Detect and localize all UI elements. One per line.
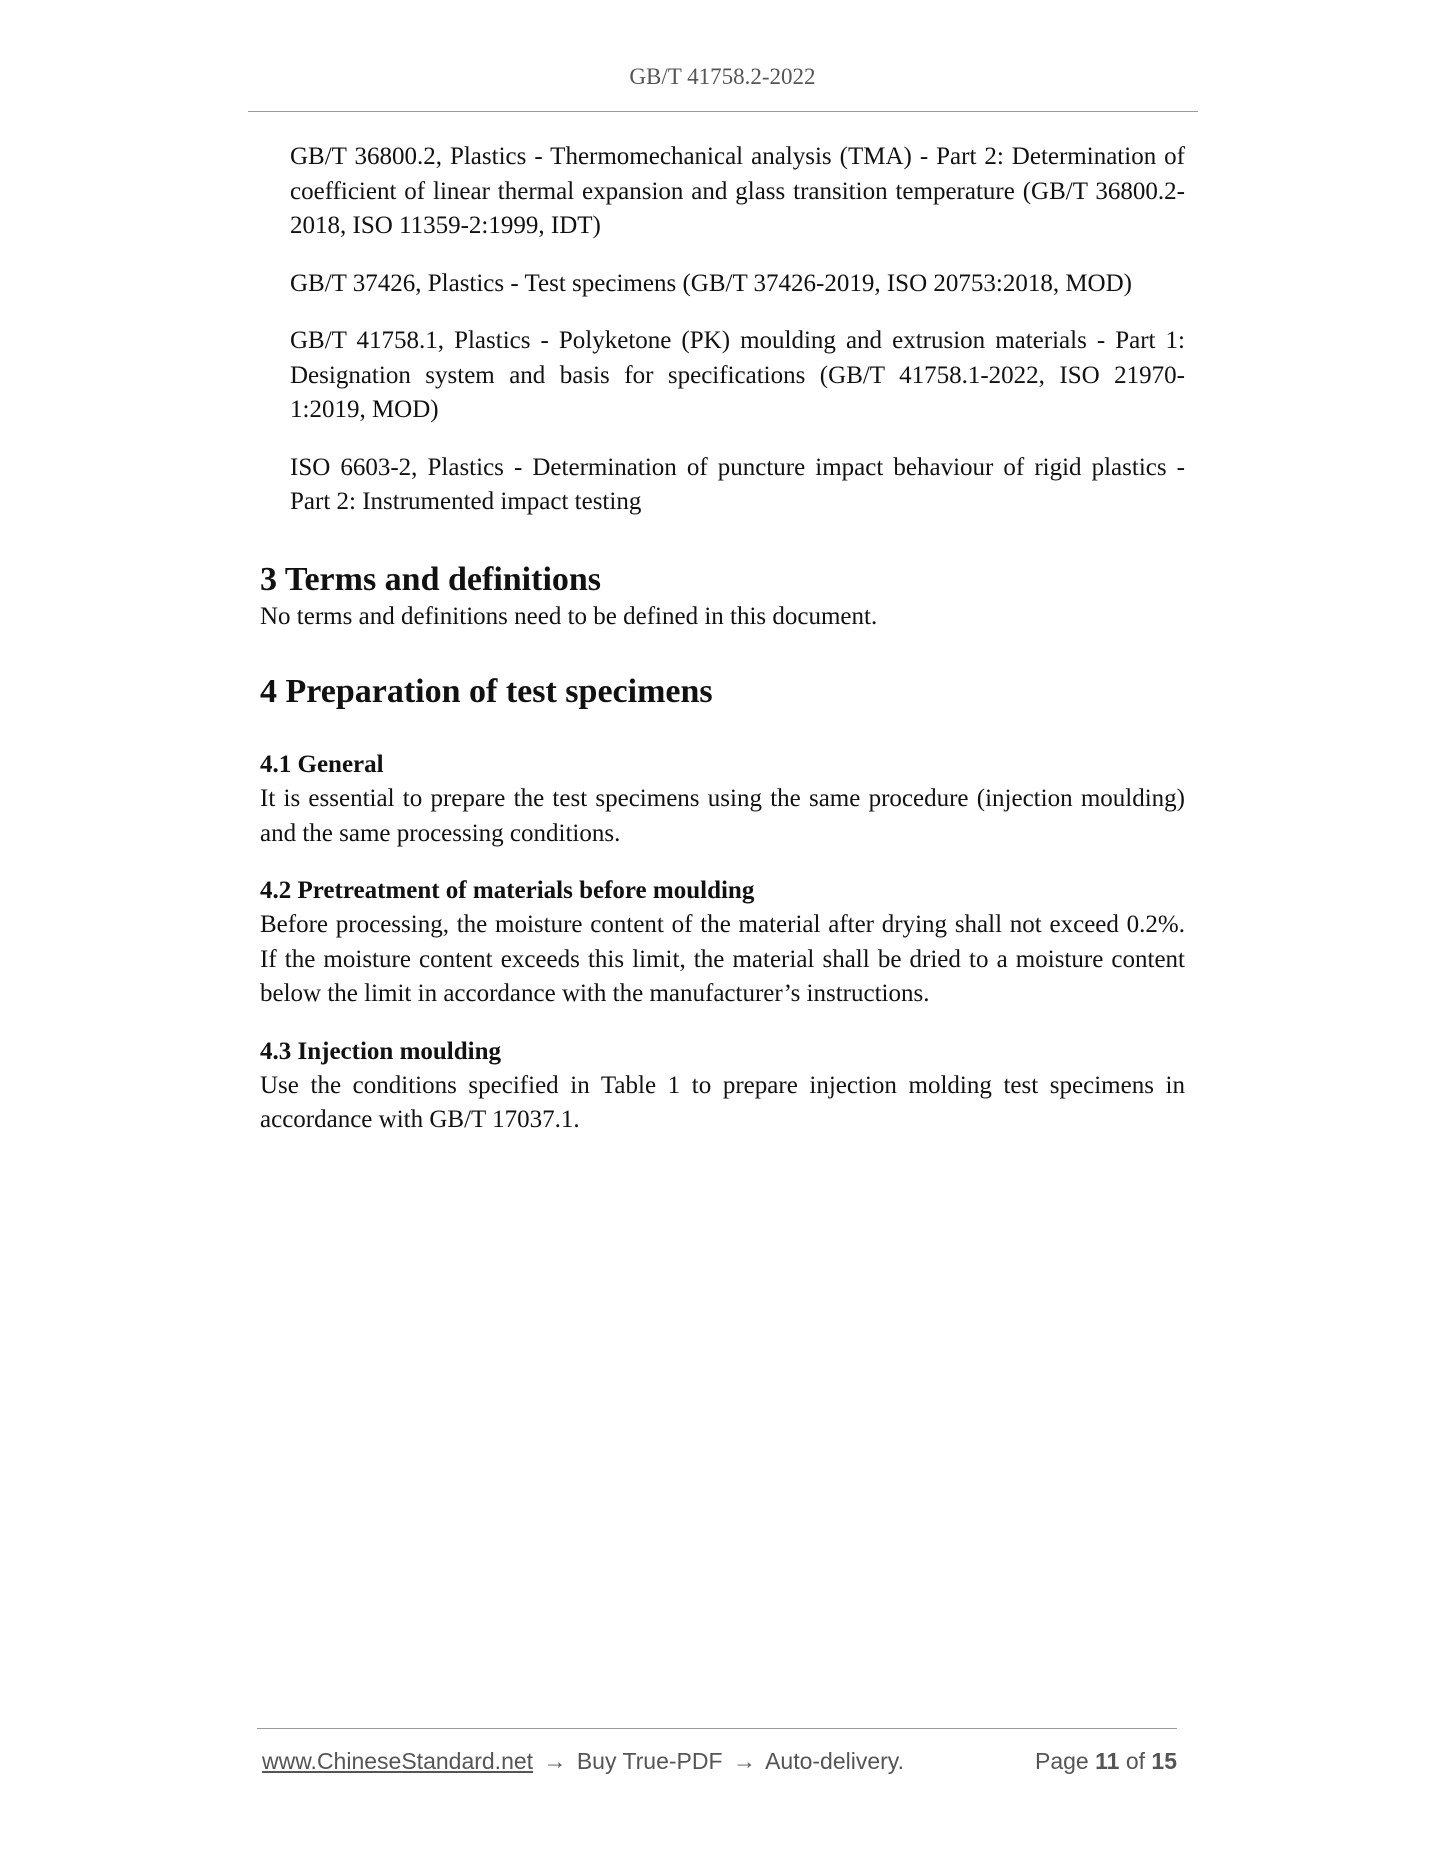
arrow-right-icon: → xyxy=(732,1748,756,1774)
page-number xyxy=(1035,1748,1177,1775)
arrow-right-icon: → xyxy=(543,1748,567,1774)
total-pages: 15 xyxy=(1151,1748,1177,1774)
section-4-1-heading: 4.1 General xyxy=(260,751,384,778)
website-link[interactable]: www.ChineseStandard.net xyxy=(262,1748,534,1774)
page-content xyxy=(260,140,1185,1138)
header-divider xyxy=(248,111,1198,112)
reference-item: GB/T 41758.1, Plastics - Polyketone (PK) moulding and extrusion materials - Part 1: Designation system and basis for specifications (GB/T 41758.1-2022, ISO 21970-1:2019, MOD) xyxy=(290,327,1185,423)
normative-references-list xyxy=(260,140,1185,520)
section-4-1-text: It is essential to prepare the test specimens using the same procedure (injection moulding) and the same processing conditions. xyxy=(260,785,1185,847)
section-4-3-text: Use the conditions specified in Table 1 to prepare injection molding test specimens in accordance with GB/T 17037.1. xyxy=(260,1071,1185,1133)
reference-item: GB/T 37426, Plastics - Test specimens (GB/T 37426-2019, ISO 20753:2018, MOD) xyxy=(290,269,1132,297)
of-label: of xyxy=(1125,1748,1146,1774)
current-page: 11 xyxy=(1095,1748,1120,1774)
auto-delivery-text: Auto-delivery. xyxy=(765,1748,904,1774)
section-4-3-heading: 4.3 Injection moulding xyxy=(260,1037,502,1065)
section-4-2-text: Before processing, the moisture content of the material after drying shall not exceed 0.2%. If the moisture content exceeds this limit, the material shall be dried to a moisture content below the limit in accordance with the manufacturer’s instructions. xyxy=(260,911,1185,1007)
footer-divider xyxy=(257,1728,1177,1729)
footer-promo xyxy=(262,1748,904,1775)
section-3-text: No terms and definitions need to be defined in this document. xyxy=(260,602,878,630)
buy-pdf-text: Buy True-PDF xyxy=(576,1748,723,1774)
reference-item: ISO 6603-2, Plastics - Determination of puncture impact behaviour of rigid plastics - Part 2: Instrumented impact testing xyxy=(290,453,1185,515)
page-header: GB/T 41758.2-2022 xyxy=(629,64,816,89)
reference-item: GB/T 36800.2, Plastics - Thermomechanical analysis (TMA) - Part 2: Determination of coefficient of linear thermal expansion and glass transition temperature (GB/T 36800.2-2018, ISO 11359-2:1999, IDT) xyxy=(290,143,1185,239)
section-4-2-heading: 4.2 Pretreatment of materials before moulding xyxy=(260,877,755,904)
page-label: Page xyxy=(1035,1748,1089,1774)
section-3-heading: 3 Terms and definitions xyxy=(260,560,602,598)
section-4-heading: 4 Preparation of test specimens xyxy=(260,673,713,710)
